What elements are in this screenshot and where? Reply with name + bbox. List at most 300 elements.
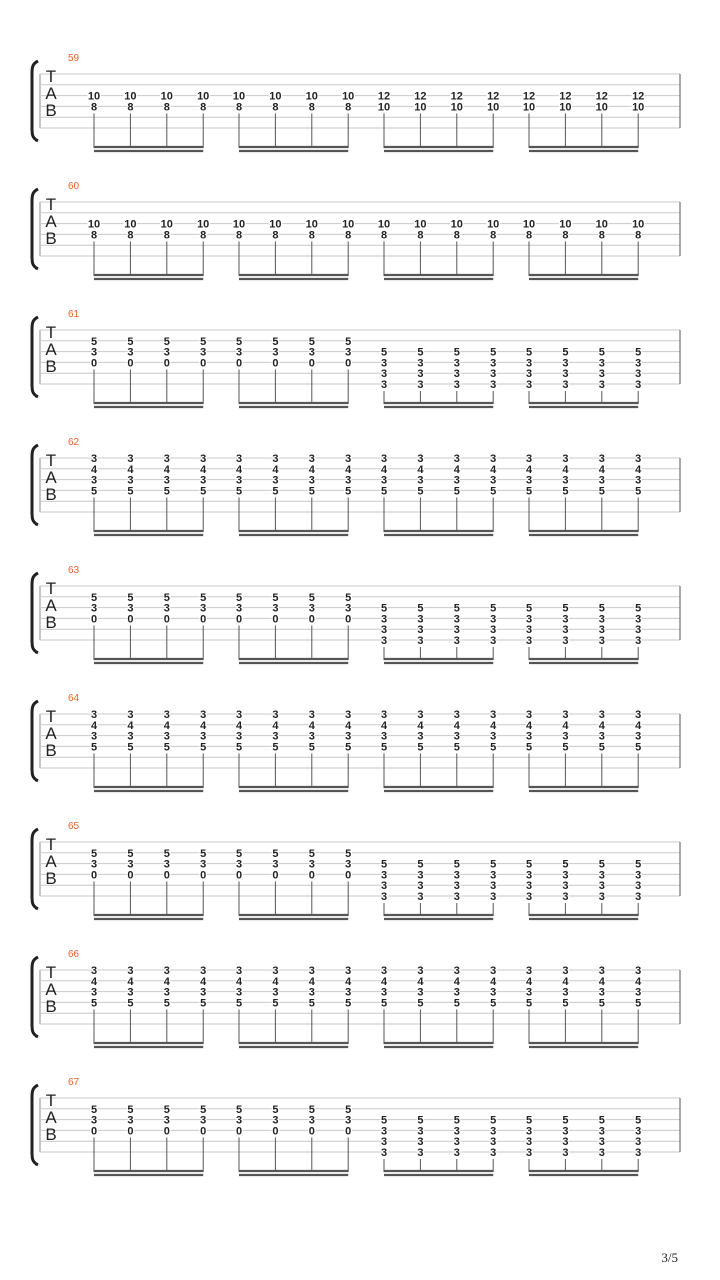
tab-system xyxy=(32,1077,680,1175)
fret-number: 5 xyxy=(235,485,243,498)
fret-number: 3 xyxy=(598,965,605,977)
fret-number: 3 xyxy=(525,965,533,977)
measure-number: 59 xyxy=(68,53,80,64)
fret-number: 3 xyxy=(525,453,533,465)
fret-number: 3 xyxy=(490,880,497,893)
fret-number: 5 xyxy=(345,1103,352,1116)
fret-number: 3 xyxy=(525,613,533,626)
fret-number: 5 xyxy=(380,602,388,615)
fret-number: 3 xyxy=(598,474,605,487)
fret-number: 3 xyxy=(490,1125,497,1138)
fret-number: 3 xyxy=(490,730,497,743)
fret-number: 8 xyxy=(453,229,460,242)
fret-number: 4 xyxy=(598,719,605,732)
tab-clef-letter: B xyxy=(45,485,57,504)
fret-number: 5 xyxy=(90,847,98,860)
fret-number: 3 xyxy=(598,986,605,999)
fret-number: 5 xyxy=(200,847,207,860)
fret-number: 3 xyxy=(272,858,279,871)
fret-number: 3 xyxy=(635,709,642,721)
fret-number: 4 xyxy=(562,463,569,476)
fret-number: 5 xyxy=(127,847,134,860)
fret-number: 3 xyxy=(380,357,388,370)
fret-number: 3 xyxy=(272,602,279,615)
page-number: 3/5 xyxy=(661,1250,678,1265)
fret-number: 5 xyxy=(635,741,642,754)
fret-number: 3 xyxy=(235,602,243,615)
fret-number: 4 xyxy=(308,975,315,988)
fret-number: 5 xyxy=(272,335,279,348)
fret-number: 3 xyxy=(308,858,315,871)
fret-number: 3 xyxy=(598,1125,605,1138)
tab-clef-letter: B xyxy=(45,1125,57,1144)
fret-number: 3 xyxy=(235,965,243,977)
fret-number: 0 xyxy=(308,613,315,626)
tab-clef-letter: T xyxy=(45,707,57,726)
fret-number: 8 xyxy=(635,229,642,242)
fret-number: 3 xyxy=(380,709,388,721)
fret-number: 10 xyxy=(232,90,246,103)
fret-number: 3 xyxy=(163,965,170,977)
fret-number: 8 xyxy=(163,101,170,114)
fret-number: 5 xyxy=(562,602,569,615)
fret-number: 5 xyxy=(308,741,315,754)
fret-number: 5 xyxy=(127,997,134,1010)
fret-number: 0 xyxy=(235,1125,243,1138)
fret-number: 3 xyxy=(598,453,605,465)
tab-system xyxy=(32,53,680,151)
fret-number: 10 xyxy=(559,101,572,114)
fret-number: 8 xyxy=(380,229,388,242)
fret-number: 3 xyxy=(90,730,98,743)
fret-number: 10 xyxy=(342,90,355,103)
fret-number: 3 xyxy=(453,869,460,882)
fret-number: 3 xyxy=(490,986,497,999)
fret-number: 3 xyxy=(417,880,424,893)
tab-clef-letter: B xyxy=(45,229,57,248)
fret-number: 3 xyxy=(200,709,207,721)
tab-clef-letter: B xyxy=(45,613,57,632)
fret-number: 10 xyxy=(450,218,463,231)
fret-number: 3 xyxy=(235,453,243,465)
fret-number: 5 xyxy=(598,602,605,615)
fret-number: 5 xyxy=(635,1114,642,1127)
fret-number: 3 xyxy=(308,965,315,977)
fret-number: 0 xyxy=(345,869,352,882)
fret-number: 3 xyxy=(417,635,424,647)
fret-number: 3 xyxy=(127,474,134,487)
system-bracket xyxy=(32,61,38,141)
fret-number: 10 xyxy=(342,218,355,231)
fret-number: 3 xyxy=(562,368,569,381)
fret-number: 10 xyxy=(595,101,608,114)
tab-system xyxy=(32,437,680,535)
fret-number: 3 xyxy=(200,346,207,359)
fret-number: 3 xyxy=(127,453,134,465)
fret-number: 0 xyxy=(235,357,243,370)
fret-number: 3 xyxy=(635,613,642,626)
fret-number: 4 xyxy=(562,975,569,988)
fret-number: 5 xyxy=(200,485,207,498)
fret-number: 3 xyxy=(235,709,243,721)
fret-number: 4 xyxy=(490,975,497,988)
fret-number: 4 xyxy=(525,463,533,476)
fret-number: 4 xyxy=(272,719,279,732)
fret-number: 8 xyxy=(200,101,207,114)
fret-number: 10 xyxy=(487,218,500,231)
fret-number: 5 xyxy=(453,485,460,498)
fret-number: 3 xyxy=(380,613,388,626)
fret-number: 4 xyxy=(163,719,170,732)
fret-number: 5 xyxy=(308,335,315,348)
fret-number: 5 xyxy=(635,485,642,498)
fret-number: 3 xyxy=(417,453,424,465)
fret-number: 3 xyxy=(380,1125,388,1138)
fret-number: 10 xyxy=(632,101,645,114)
fret-number: 5 xyxy=(163,335,170,348)
fret-number: 10 xyxy=(487,101,500,114)
fret-number: 3 xyxy=(453,1136,460,1149)
fret-number: 3 xyxy=(127,730,134,743)
fret-number: 3 xyxy=(380,1136,388,1149)
fret-number: 5 xyxy=(598,346,605,359)
fret-number: 5 xyxy=(453,858,460,871)
fret-number: 3 xyxy=(453,986,460,999)
fret-number: 5 xyxy=(308,1103,315,1116)
fret-number: 3 xyxy=(235,986,243,999)
fret-number: 5 xyxy=(417,1114,424,1127)
fret-number: 3 xyxy=(90,709,98,721)
fret-number: 5 xyxy=(380,997,388,1010)
fret-number: 5 xyxy=(635,602,642,615)
fret-number: 4 xyxy=(200,463,207,476)
fret-number: 4 xyxy=(127,463,134,476)
fret-number: 3 xyxy=(635,453,642,465)
fret-number: 3 xyxy=(272,986,279,999)
fret-number: 5 xyxy=(163,847,170,860)
tab-clef-letter: T xyxy=(45,67,57,86)
fret-number: 3 xyxy=(562,453,569,465)
fret-number: 4 xyxy=(90,463,98,476)
fret-number: 3 xyxy=(127,346,134,359)
fret-number: 5 xyxy=(200,741,207,754)
tab-clef-letter: A xyxy=(45,340,57,359)
fret-number: 3 xyxy=(635,357,642,370)
fret-number: 4 xyxy=(417,463,424,476)
fret-number: 3 xyxy=(490,368,497,381)
fret-number: 10 xyxy=(377,101,391,114)
fret-number: 3 xyxy=(453,368,460,381)
fret-number: 3 xyxy=(235,858,243,871)
fret-number: 3 xyxy=(90,474,98,487)
fret-number: 4 xyxy=(345,719,352,732)
fret-number: 5 xyxy=(562,858,569,871)
fret-number: 8 xyxy=(308,101,315,114)
fret-number: 0 xyxy=(200,613,207,626)
fret-number: 3 xyxy=(525,357,533,370)
fret-number: 5 xyxy=(380,1114,388,1127)
tab-clef-letter: B xyxy=(45,357,57,376)
tab-clef-letter: T xyxy=(45,451,57,470)
fret-number: 0 xyxy=(308,869,315,882)
fret-number: 3 xyxy=(490,379,497,391)
fret-number: 3 xyxy=(598,357,605,370)
fret-number: 3 xyxy=(127,709,134,721)
fret-number: 3 xyxy=(635,730,642,743)
fret-number: 3 xyxy=(453,880,460,893)
fret-number: 3 xyxy=(635,474,642,487)
measure-number: 67 xyxy=(68,1077,80,1088)
fret-number: 4 xyxy=(635,463,642,476)
fret-number: 3 xyxy=(200,474,207,487)
fret-number: 4 xyxy=(598,463,605,476)
fret-number: 3 xyxy=(380,379,388,391)
fret-number: 3 xyxy=(490,709,497,721)
fret-number: 10 xyxy=(269,90,282,103)
fret-number: 5 xyxy=(272,591,279,604)
fret-number: 3 xyxy=(380,624,388,637)
tab-clef-letter: B xyxy=(45,997,57,1016)
fret-number: 5 xyxy=(345,591,352,604)
fret-number: 3 xyxy=(308,453,315,465)
fret-number: 5 xyxy=(200,1103,207,1116)
fret-number: 10 xyxy=(87,218,101,231)
fret-number: 5 xyxy=(345,847,352,860)
fret-number: 4 xyxy=(380,463,388,476)
fret-number: 3 xyxy=(345,1114,352,1127)
fret-number: 3 xyxy=(127,986,134,999)
fret-number: 12 xyxy=(377,90,391,103)
fret-number: 5 xyxy=(235,997,243,1010)
fret-number: 4 xyxy=(453,719,460,732)
fret-number: 3 xyxy=(525,891,533,903)
fret-number: 5 xyxy=(417,858,424,871)
fret-number: 3 xyxy=(380,1147,388,1159)
fret-number: 5 xyxy=(200,335,207,348)
fret-number: 5 xyxy=(90,335,98,348)
tab-clef-letter: B xyxy=(45,101,57,120)
fret-number: 3 xyxy=(562,474,569,487)
tab-clef-letter: T xyxy=(45,835,57,854)
fret-number: 0 xyxy=(200,1125,207,1138)
fret-number: 3 xyxy=(127,1114,134,1127)
fret-number: 3 xyxy=(163,453,170,465)
fret-number: 3 xyxy=(635,891,642,903)
tab-system xyxy=(32,181,680,279)
fret-number: 0 xyxy=(272,1125,279,1138)
fret-number: 5 xyxy=(562,997,569,1010)
fret-number: 5 xyxy=(272,997,279,1010)
fret-number: 3 xyxy=(90,986,98,999)
fret-number: 4 xyxy=(525,975,533,988)
fret-number: 3 xyxy=(525,1125,533,1138)
fret-number: 10 xyxy=(197,90,210,103)
fret-number: 3 xyxy=(525,730,533,743)
fret-number: 3 xyxy=(417,357,424,370)
fret-number: 3 xyxy=(200,858,207,871)
fret-number: 0 xyxy=(235,613,243,626)
tab-system xyxy=(32,309,680,407)
fret-number: 0 xyxy=(345,1125,352,1138)
fret-number: 12 xyxy=(414,90,427,103)
fret-number: 0 xyxy=(272,869,279,882)
fret-number: 5 xyxy=(525,1114,533,1127)
tab-system xyxy=(32,565,680,663)
tab-clef-letter: T xyxy=(45,963,57,982)
fret-number: 5 xyxy=(272,741,279,754)
fret-number: 4 xyxy=(562,719,569,732)
fret-number: 3 xyxy=(417,613,424,626)
fret-number: 4 xyxy=(635,719,642,732)
fret-number: 5 xyxy=(490,346,497,359)
fret-number: 10 xyxy=(632,218,645,231)
fret-number: 4 xyxy=(525,719,533,732)
fret-number: 3 xyxy=(525,474,533,487)
fret-number: 3 xyxy=(525,635,533,647)
fret-number: 5 xyxy=(525,741,533,754)
fret-number: 4 xyxy=(127,719,134,732)
fret-number: 10 xyxy=(414,101,427,114)
fret-number: 3 xyxy=(598,709,605,721)
measure-number: 62 xyxy=(68,437,80,448)
fret-number: 5 xyxy=(200,997,207,1010)
tab-system xyxy=(32,821,680,919)
fret-number: 5 xyxy=(417,741,424,754)
fret-number: 12 xyxy=(450,90,463,103)
fret-number: 0 xyxy=(127,613,134,626)
fret-number: 5 xyxy=(90,741,98,754)
fret-number: 5 xyxy=(345,485,352,498)
fret-number: 3 xyxy=(90,965,98,977)
fret-number: 3 xyxy=(490,891,497,903)
fret-number: 5 xyxy=(380,346,388,359)
fret-number: 3 xyxy=(525,624,533,637)
fret-number: 5 xyxy=(380,741,388,754)
fret-number: 3 xyxy=(635,624,642,637)
fret-number: 3 xyxy=(308,474,315,487)
fret-number: 3 xyxy=(345,474,352,487)
fret-number: 3 xyxy=(417,730,424,743)
fret-number: 5 xyxy=(635,997,642,1010)
fret-number: 4 xyxy=(345,463,352,476)
fret-number: 4 xyxy=(635,975,642,988)
fret-number: 3 xyxy=(598,730,605,743)
fret-number: 3 xyxy=(490,624,497,637)
fret-number: 5 xyxy=(417,997,424,1010)
system-bracket xyxy=(32,189,38,269)
fret-number: 3 xyxy=(163,986,170,999)
fret-number: 3 xyxy=(490,613,497,626)
fret-number: 0 xyxy=(90,357,98,370)
fret-number: 3 xyxy=(562,1125,569,1138)
fret-number: 5 xyxy=(308,485,315,498)
fret-number: 3 xyxy=(525,379,533,391)
fret-number: 4 xyxy=(453,463,460,476)
fret-number: 4 xyxy=(200,975,207,988)
fret-number: 3 xyxy=(635,368,642,381)
fret-number: 0 xyxy=(163,613,170,626)
fret-number: 3 xyxy=(453,613,460,626)
fret-number: 3 xyxy=(272,474,279,487)
fret-number: 3 xyxy=(308,602,315,615)
fret-number: 3 xyxy=(562,613,569,626)
fret-number: 0 xyxy=(127,869,134,882)
fret-number: 3 xyxy=(163,346,170,359)
fret-number: 3 xyxy=(525,709,533,721)
fret-number: 3 xyxy=(525,368,533,381)
fret-number: 5 xyxy=(490,1114,497,1127)
fret-number: 3 xyxy=(490,965,497,977)
fret-number: 3 xyxy=(635,379,642,391)
fret-number: 3 xyxy=(380,474,388,487)
fret-number: 4 xyxy=(598,975,605,988)
fret-number: 3 xyxy=(380,869,388,882)
system-bracket xyxy=(32,1085,38,1165)
fret-number: 3 xyxy=(345,346,352,359)
tab-clef-letter: T xyxy=(45,1091,57,1110)
fret-number: 8 xyxy=(490,229,497,242)
fret-number: 3 xyxy=(163,858,170,871)
fret-number: 3 xyxy=(200,602,207,615)
fret-number: 5 xyxy=(417,346,424,359)
fret-number: 3 xyxy=(272,453,279,465)
fret-number: 10 xyxy=(197,218,210,231)
fret-number: 5 xyxy=(598,741,605,754)
system-bracket xyxy=(32,317,38,397)
fret-number: 10 xyxy=(160,90,173,103)
fret-number: 3 xyxy=(308,986,315,999)
measure-number: 66 xyxy=(68,949,80,960)
fret-number: 0 xyxy=(90,613,98,626)
fret-number: 3 xyxy=(200,730,207,743)
fret-number: 0 xyxy=(163,869,170,882)
fret-number: 5 xyxy=(417,602,424,615)
fret-number: 3 xyxy=(490,474,497,487)
fret-number: 5 xyxy=(562,741,569,754)
fret-number: 3 xyxy=(598,613,605,626)
fret-number: 3 xyxy=(345,730,352,743)
fret-number: 3 xyxy=(453,891,460,903)
fret-number: 3 xyxy=(163,709,170,721)
fret-number: 3 xyxy=(598,379,605,391)
fret-number: 5 xyxy=(490,858,497,871)
fret-number: 0 xyxy=(345,613,352,626)
fret-number: 3 xyxy=(417,965,424,977)
fret-number: 5 xyxy=(200,591,207,604)
fret-number: 8 xyxy=(163,229,170,242)
fret-number: 10 xyxy=(305,218,318,231)
fret-number: 3 xyxy=(635,1136,642,1149)
fret-number: 3 xyxy=(200,965,207,977)
fret-number: 8 xyxy=(562,229,569,242)
measure-number: 64 xyxy=(68,693,80,704)
fret-number: 3 xyxy=(345,986,352,999)
fret-number: 3 xyxy=(453,379,460,391)
fret-number: 4 xyxy=(235,463,243,476)
fret-number: 0 xyxy=(200,357,207,370)
measure-number: 60 xyxy=(68,181,80,192)
fret-number: 3 xyxy=(453,709,460,721)
system-bracket xyxy=(32,445,38,525)
fret-number: 4 xyxy=(417,975,424,988)
fret-number: 5 xyxy=(127,741,134,754)
fret-number: 3 xyxy=(598,1147,605,1159)
fret-number: 5 xyxy=(562,485,569,498)
fret-number: 10 xyxy=(232,218,246,231)
fret-number: 0 xyxy=(163,1125,170,1138)
fret-number: 4 xyxy=(235,975,243,988)
fret-number: 5 xyxy=(345,741,352,754)
